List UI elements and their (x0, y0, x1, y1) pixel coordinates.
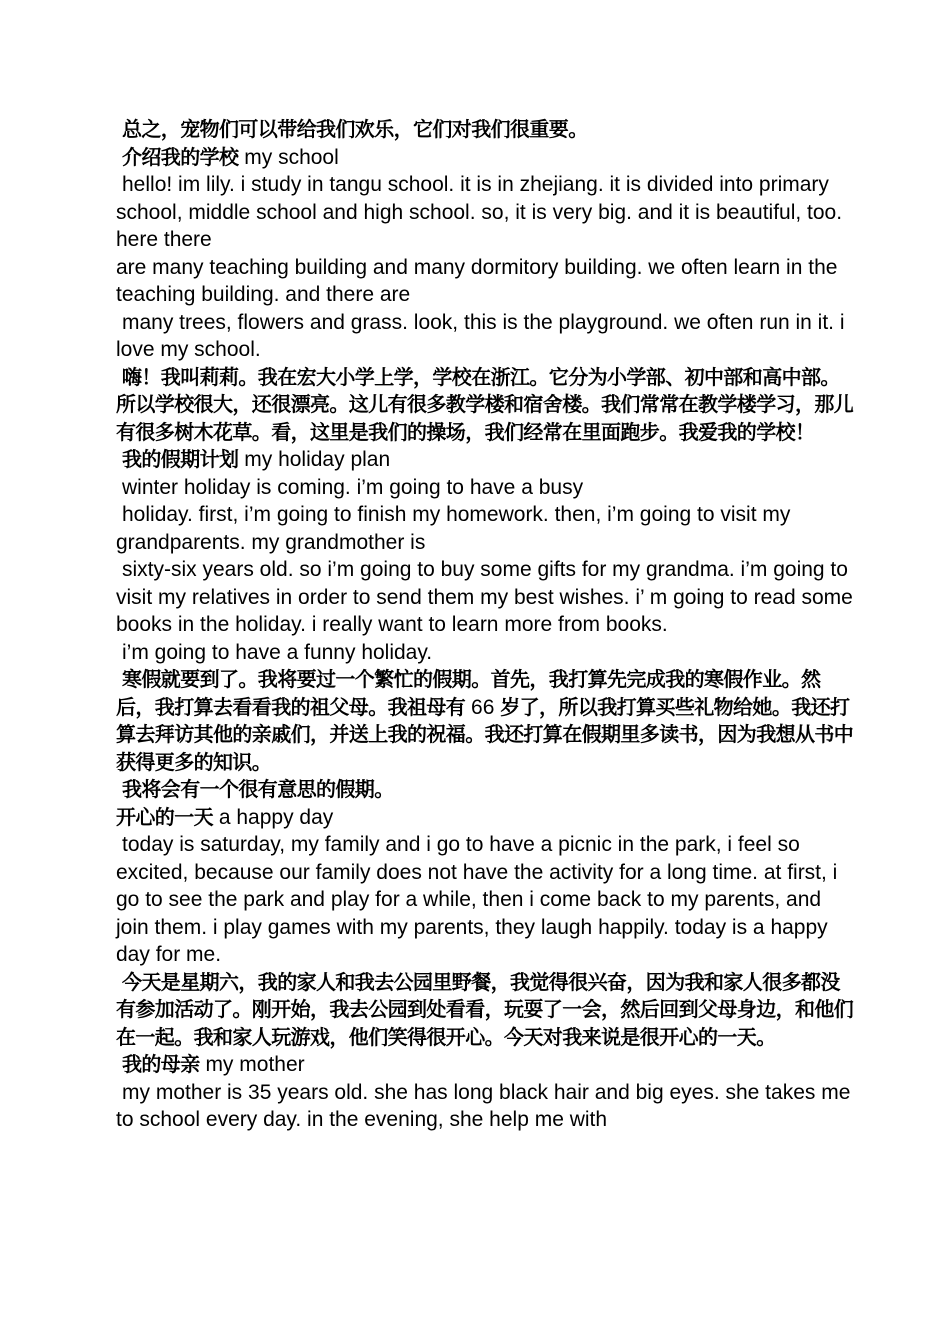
paragraph-zh-4: 今天是星期六，我的家人和我去公园里野餐，我觉得很兴奋，因为我和家人很多都没有参加活动了。刚开始，我去公园到处看看，玩耍了一会，然后回到父母身边，和他们在一起。我和家人玩游戏，他们笑得很开心。今天对我来说是很开心的一天。 (116, 969, 854, 1049)
paragraph-en-4: winter holiday is coming. i’m going to have a busy (122, 475, 584, 499)
heading-happy-day (116, 804, 856, 832)
heading-my-school (116, 144, 856, 172)
paragraph-zh-2-part-a: 寒假就要到了。我将要过一个繁忙的假期。首先，我打算先完成我的寒假作业。然后，我打算去看看我的祖父母。我祖母有 (116, 667, 821, 719)
paragraph-en-7: i’m going to have a funny holiday. (122, 640, 433, 664)
age-number: 66 (465, 695, 501, 719)
heading-zh: 我的母亲 (122, 1052, 200, 1076)
heading-holiday-plan (116, 446, 856, 474)
paragraph-zh-2 (116, 666, 856, 776)
heading-en: my school (238, 145, 339, 169)
heading-zh: 介绍我的学校 (122, 144, 239, 169)
heading-zh: 开心的一天 (116, 804, 213, 829)
paragraph-en-8: today is saturday, my family and i go to have a picnic in the park, i feel so excited, because our family does not have the activity for a long time. at first, i go to see the park and play for a while, then i come back to my parents, and join them. i play games with my parents, they laugh happily. today is a happy day for me. (116, 833, 838, 966)
heading-en: a happy day (213, 805, 334, 829)
paragraph-en-6: sixty-six years old. so i’m going to buy some gifts for my grandma. i’m going to visit my relatives in order to send them my best wishes. i’ m going to read some books in the holiday. i really want to learn more from books. (116, 558, 853, 636)
summary-line: 总之，宠物们可以带给我们欢乐，它们对我们很重要。 (122, 117, 588, 141)
paragraph-zh-3: 我将会有一个很有意思的假期。 (122, 777, 394, 801)
paragraph-en-9: my mother is 35 years old. she has long black hair and big eyes. she takes me to school every day. in the evening, she help me with (116, 1080, 851, 1131)
paragraph-en-5: holiday. first, i’m going to finish my homework. then, i’m going to visit my grandparents. my grandmother is (116, 503, 791, 554)
paragraph-zh-1: 嗨！我叫莉莉。我在宏大小学上学，学校在浙江。它分为小学部、初中部和高中部。所以学校很大，还很漂亮。这儿有很多教学楼和宿舍楼。我们常常在教学楼学习，那儿有很多树木花草。看，这里是我们的操场，我们经常在里面跑步。我爱我的学校！ (116, 364, 854, 444)
paragraph-en-1: hello! im lily. i study in tangu school. it is in zhejiang. it is divided into primary school, middle school and high school. so, it is very big. and it is beautiful, too. here there (116, 173, 843, 251)
document-page (116, 116, 856, 1134)
paragraph-zh-2-part-b: 岁了，所以我打算买些礼物给她。我还打算去拜访其他的亲戚们，并送上我的祝福。我还打算在假期里多读书，因为我想从书中获得更多的知识。 (116, 694, 854, 774)
heading-my-mother (116, 1051, 856, 1079)
heading-en: my mother (199, 1053, 305, 1076)
paragraph-en-2: are many teaching building and many dormitory building. we often learn in the teaching building. and there are (116, 255, 838, 306)
heading-en: my holiday plan (238, 448, 391, 471)
heading-zh: 我的假期计划 (122, 447, 239, 471)
paragraph-en-3: many trees, flowers and grass. look, this is the playground. we often run in it. i love my school. (116, 310, 845, 361)
